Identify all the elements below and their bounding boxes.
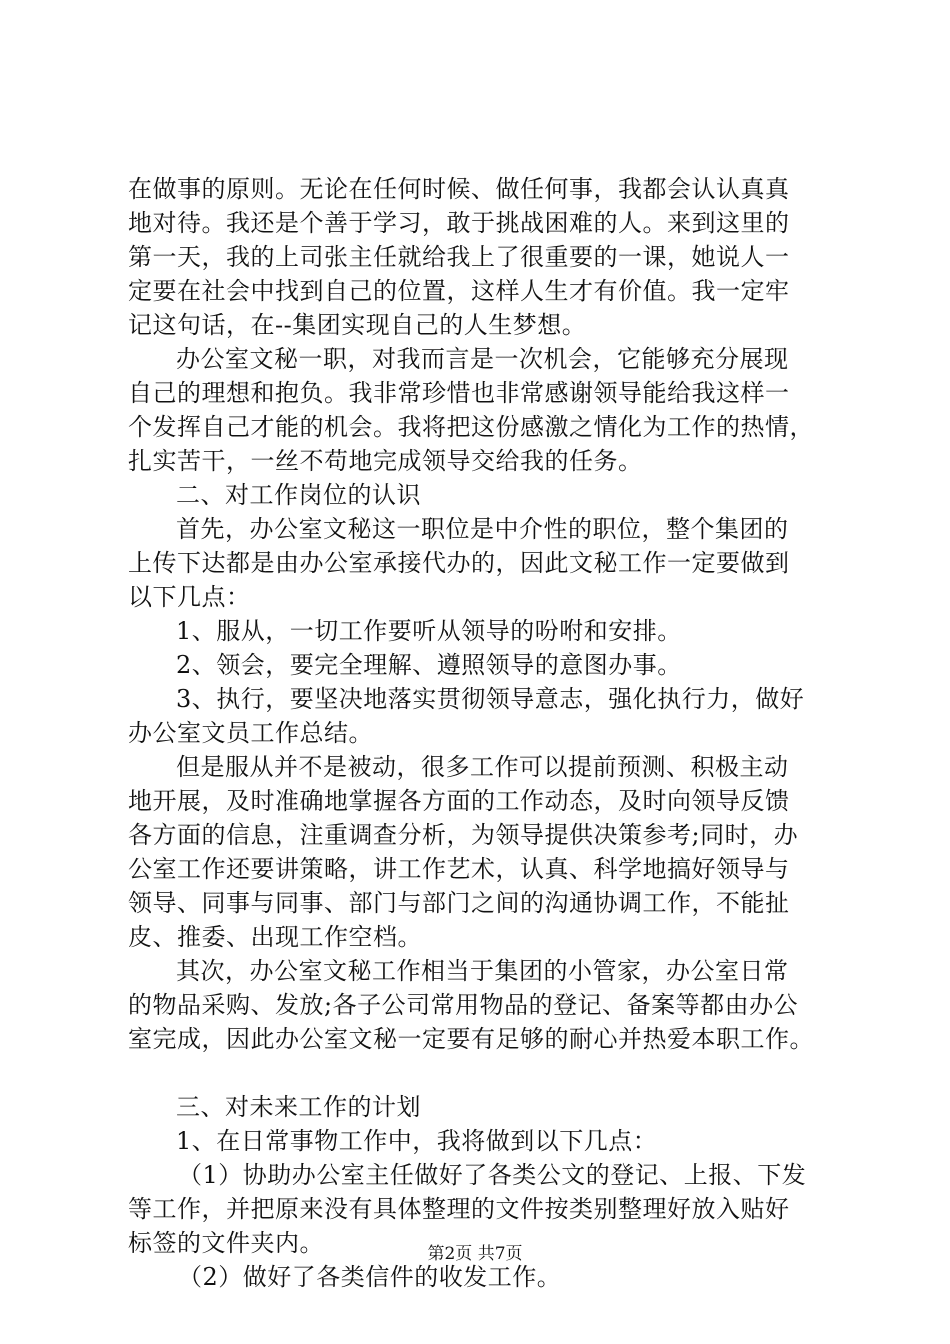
text-line: 在做事的原则。无论在任何时候、做任何事，我都会认认真真 — [128, 175, 790, 203]
text-line: 标签的文件夹内。 — [128, 1229, 324, 1257]
text-line: 公室工作还要讲策略，讲工作艺术，认真、科学地搞好领导与 — [128, 855, 790, 883]
blank-line — [128, 1056, 848, 1090]
text-line: 定要在社会中找到自己的位置，这样人生才有价值。我一定牢 — [128, 277, 790, 305]
list-item: 3、执行，要坚决地落实贯彻领导意志，强化执行力，做好 — [176, 685, 805, 713]
sub-list-item: （1）协助办公室主任做好了各类公文的登记、上报、下发 — [178, 1161, 807, 1189]
text-line: 皮、推委、出现工作空档。 — [128, 923, 422, 951]
text-line: 办公室文秘一职，对我而言是一次机会，它能够充分展现 — [176, 345, 789, 373]
text-line: 其次，办公室文秘工作相当于集团的小管家，办公室日常 — [176, 957, 789, 985]
text-line: 上传下达都是由办公室承接代办的，因此文秘工作一定要做到 — [128, 549, 790, 577]
list-item: 1、在日常事物工作中，我将做到以下几点： — [176, 1127, 658, 1155]
page-number-footer: 第2页 共7页 — [427, 1244, 523, 1264]
section-heading: 三、对未来工作的计划 — [176, 1093, 421, 1121]
text-line: 第一天，我的上司张主任就给我上了很重要的一课，她说人一 — [128, 243, 790, 271]
section-heading: 二、对工作岗位的认识 — [176, 481, 421, 509]
text-line: 记这句话，在--集团实现自己的人生梦想。 — [128, 311, 587, 339]
text-line: 领导、同事与同事、部门与部门之间的沟通协调工作，不能扯 — [128, 889, 790, 917]
list-item: 2、领会，要完全理解、遵照领导的意图办事。 — [176, 651, 682, 679]
text-line: 等工作，并把原来没有具体整理的文件按类别整理好放入贴好 — [128, 1195, 790, 1223]
text-line: 但是服从并不是被动，很多工作可以提前预测、积极主动 — [176, 753, 789, 781]
text-line: 地开展，及时准确地掌握各方面的工作动态，及时向领导反馈 — [128, 787, 790, 815]
document-body — [128, 172, 848, 1294]
text-line: 室完成，因此办公室文秘一定要有足够的耐心并热爱本职工作。 — [128, 1025, 814, 1053]
text-line: 个发挥自己才能的机会。我将把这份感激之情化为工作的热情， — [128, 413, 814, 441]
text-line: 以下几点： — [128, 583, 251, 611]
text-line: 自己的理想和抱负。我非常珍惜也非常感谢领导能给我这样一 — [128, 379, 790, 407]
text-line: 地对待。我还是个善于学习，敢于挑战困难的人。来到这里的 — [128, 209, 790, 237]
text-line: 办公室文员工作总结。 — [128, 719, 373, 747]
text-line: 的物品采购、发放;各子公司常用物品的登记、备案等都由办公 — [128, 991, 799, 1019]
sub-list-item: （2）做好了各类信件的收发工作。 — [178, 1263, 562, 1291]
text-line: 扎实苦干，一丝不苟地完成领导交给我的任务。 — [128, 447, 643, 475]
text-line: 首先，办公室文秘这一职位是中介性的职位，整个集团的 — [176, 515, 789, 543]
list-item: 1、服从，一切工作要听从领导的吩咐和安排。 — [176, 617, 682, 645]
text-line: 各方面的信息，注重调查分析，为领导提供决策参考;同时，办 — [128, 821, 799, 849]
